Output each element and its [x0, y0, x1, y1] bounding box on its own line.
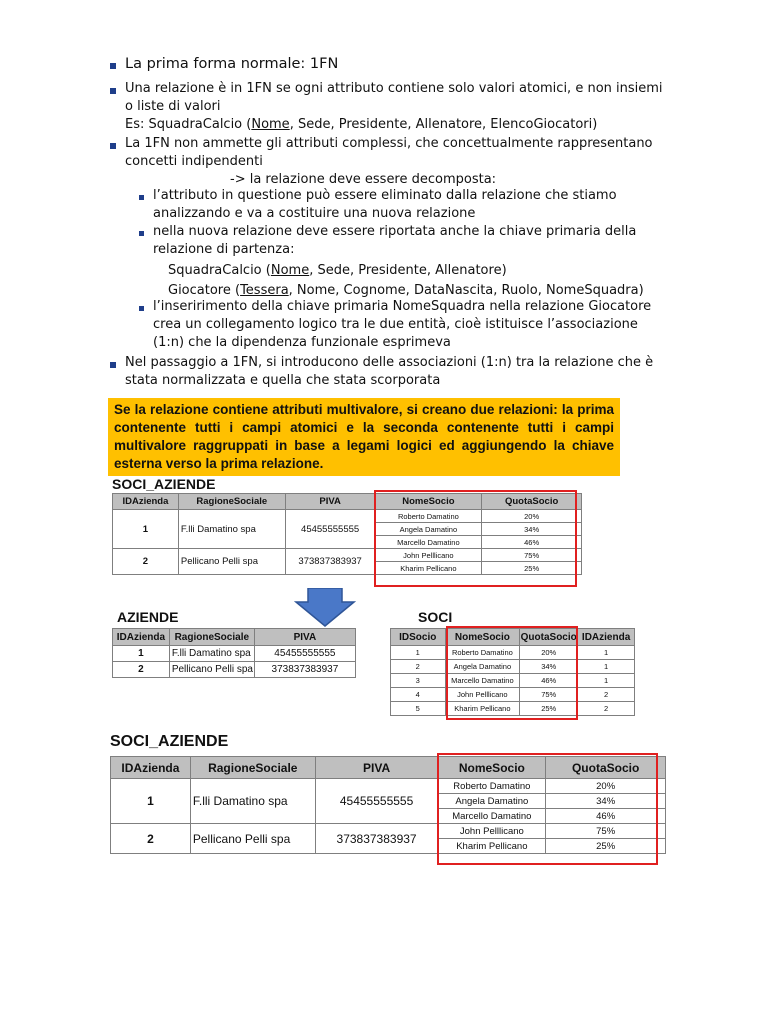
cell-quota: 20% [482, 510, 582, 523]
table-header-row [113, 629, 356, 646]
cell-piva: 45455555555 [285, 510, 375, 549]
cell-quota: 46% [546, 809, 666, 824]
column-header: IDAzienda [113, 494, 179, 510]
example-line: Es: SquadraCalcio (Nome, Sede, Presidente, Allenatore, ElencoGiocatori) [125, 117, 598, 132]
cell-name: Pellicano Pelli spa [190, 824, 315, 854]
sub-bullet-1 [153, 187, 617, 223]
column-header: IDAzienda [113, 629, 170, 646]
cell-quota: 25% [546, 839, 666, 854]
cell-piva: 373837383937 [315, 824, 438, 854]
soci-highlight-box [446, 626, 578, 720]
sub-bullet-2 [153, 223, 636, 259]
column-header: IDAzienda [111, 757, 191, 779]
column-header: RagioneSociale [178, 494, 285, 510]
cell-quota: 75% [546, 824, 666, 839]
cell-name: F.lli Damatino spa [169, 646, 254, 662]
relation-giocatore: Giocatore (Tessera, Nome, Cognome, DataNascita, Ruolo, NomeSquadra) [168, 283, 644, 298]
text-line: (1:n) che la dipendenza funzionale esprimeva [153, 335, 451, 350]
text-line: concetti indipendenti [125, 154, 263, 169]
cell-quota: 25% [482, 562, 582, 575]
heading-text: La prima forma normale: 1FN [125, 56, 339, 72]
cell-id: 2 [113, 549, 179, 575]
cell-socio: Kharim Pellicano [375, 562, 482, 575]
text-line: La 1FN non ammette gli attributi complessi, che concettualmente rappresentano [125, 136, 653, 151]
aziende-table [112, 628, 356, 678]
cell-socio: Angela Damatino [438, 794, 546, 809]
relation-squadra: SquadraCalcio (Nome, Sede, Presidente, Allenatore) [168, 263, 507, 278]
column-header: NomeSocio [445, 629, 520, 646]
cell-piva: 45455555555 [254, 646, 355, 662]
cell-quota: 46% [482, 536, 582, 549]
column-header: QuotaSocio [546, 757, 666, 779]
primary-key: Nome [251, 117, 290, 132]
column-header: PIVA [315, 757, 438, 779]
table-row: 4 John Pelllicano 75% 2 [391, 688, 635, 702]
soci-aziende-title-small: SOCI_AZIENDE [112, 476, 216, 492]
soci-aziende-title-large: SOCI_AZIENDE [110, 733, 229, 750]
primary-key: Tessera [240, 283, 289, 298]
arrow-line: -> la relazione deve essere decomposta: [230, 172, 497, 187]
primary-key: Nome [270, 263, 310, 278]
bullet-square-icon [110, 143, 116, 149]
cell-quota: 75% [482, 549, 582, 562]
table-row: 5 Kharim Pellicano 25% 2 [391, 702, 635, 716]
column-header: NomeSocio [438, 757, 546, 779]
cell-name: Pellicano Pelli spa [169, 662, 254, 678]
cell-id: 2 [113, 662, 170, 678]
sub-bullet-3 [153, 298, 651, 352]
table-row: 3 Marcello Damatino 46% 1 [391, 674, 635, 688]
table-row: 2 Angela Damatino 34% 1 [391, 660, 635, 674]
column-header: PIVA [254, 629, 355, 646]
column-header: QuotaSocio [482, 494, 582, 510]
bullet-heading [125, 54, 338, 74]
multivalue-highlight-box [374, 490, 577, 587]
aziende-title: AZIENDE [117, 609, 179, 625]
table-row [113, 662, 356, 678]
cell-socio: John Pelllicano [438, 824, 546, 839]
text-line: o liste di valori [125, 99, 221, 114]
cell-id: 1 [111, 779, 191, 824]
column-header: QuotaSocio [520, 629, 578, 646]
text-line: Nel passaggio a 1FN, si introducono delle associazioni (1:n) tra la relazione che è [125, 355, 654, 370]
cell-quota: 34% [546, 794, 666, 809]
text-line: l’attributo in questione può essere eliminato dalla relazione che stiamo [153, 188, 617, 203]
text-line: crea un collegamento logico tra le due entità, cioè istituisce l’associazione [153, 317, 638, 332]
bullet-square-icon [110, 63, 116, 69]
multivalue-highlight-box-large [437, 753, 658, 865]
bullet-associations [125, 354, 653, 390]
relation-schemas [168, 261, 644, 301]
column-header: PIVA [285, 494, 375, 510]
cell-quota: 34% [482, 523, 582, 536]
cell-id: 2 [111, 824, 191, 854]
sub-bullet-square-icon [139, 195, 144, 200]
table-row: 1 Roberto Damatino 20% 1 [391, 646, 635, 660]
column-header: RagioneSociale [169, 629, 254, 646]
bullet-complex-attributes [125, 135, 653, 189]
column-header: IDSocio [391, 629, 446, 646]
cell-piva: 373837383937 [285, 549, 375, 575]
cell-quota: 20% [546, 779, 666, 794]
callout-box: Se la relazione contiene attributi multivalore, si creano due relazioni: la prima contenente tutti i campi atomici e la seconda contenente tutti i campi multivalore raggruppati in base a legami logici ed aggiungendo la chiave esterna verso la prima relazione. [108, 398, 620, 476]
cell-id: 1 [113, 510, 179, 549]
cell-socio: Kharim Pellicano [438, 839, 546, 854]
cell-piva: 45455555555 [315, 779, 438, 824]
cell-name: Pellicano Pelli spa [178, 549, 285, 575]
text-line: l’inseririmento della chiave primaria NomeSquadra nella relazione Giocatore [153, 299, 652, 314]
cell-id: 1 [113, 646, 170, 662]
bullet-definition [125, 80, 663, 134]
cell-name: F.lli Damatino spa [178, 510, 285, 549]
column-header: NomeSocio [375, 494, 482, 510]
bullet-square-icon [110, 88, 116, 94]
sub-bullet-square-icon [139, 231, 144, 236]
cell-socio: John Pelllicano [375, 549, 482, 562]
text-line: analizzando e va a costituire una nuova relazione [153, 206, 476, 221]
text-line: Una relazione è in 1FN se ogni attributo contiene solo valori atomici, e non insiemi [125, 81, 663, 96]
bullet-square-icon [110, 362, 116, 368]
cell-name: F.lli Damatino spa [190, 779, 315, 824]
text-line: nella nuova relazione deve essere riportata anche la chiave primaria della [153, 224, 637, 239]
cell-socio: Angela Damatino [375, 523, 482, 536]
down-arrow-icon [294, 588, 356, 628]
cell-socio: Marcello Damatino [375, 536, 482, 549]
sub-bullet-square-icon [139, 306, 144, 311]
cell-socio: Roberto Damatino [438, 779, 546, 794]
column-header: IDAzienda [578, 629, 635, 646]
cell-socio: Marcello Damatino [438, 809, 546, 824]
cell-piva: 373837383937 [254, 662, 355, 678]
cell-socio: Roberto Damatino [375, 510, 482, 523]
column-header: RagioneSociale [190, 757, 315, 779]
table-row [113, 646, 356, 662]
text-line: relazione di partenza: [153, 242, 295, 257]
text-line: stata normalizzata e quella che stata scorporata [125, 373, 441, 388]
soci-title: SOCI [418, 609, 453, 625]
